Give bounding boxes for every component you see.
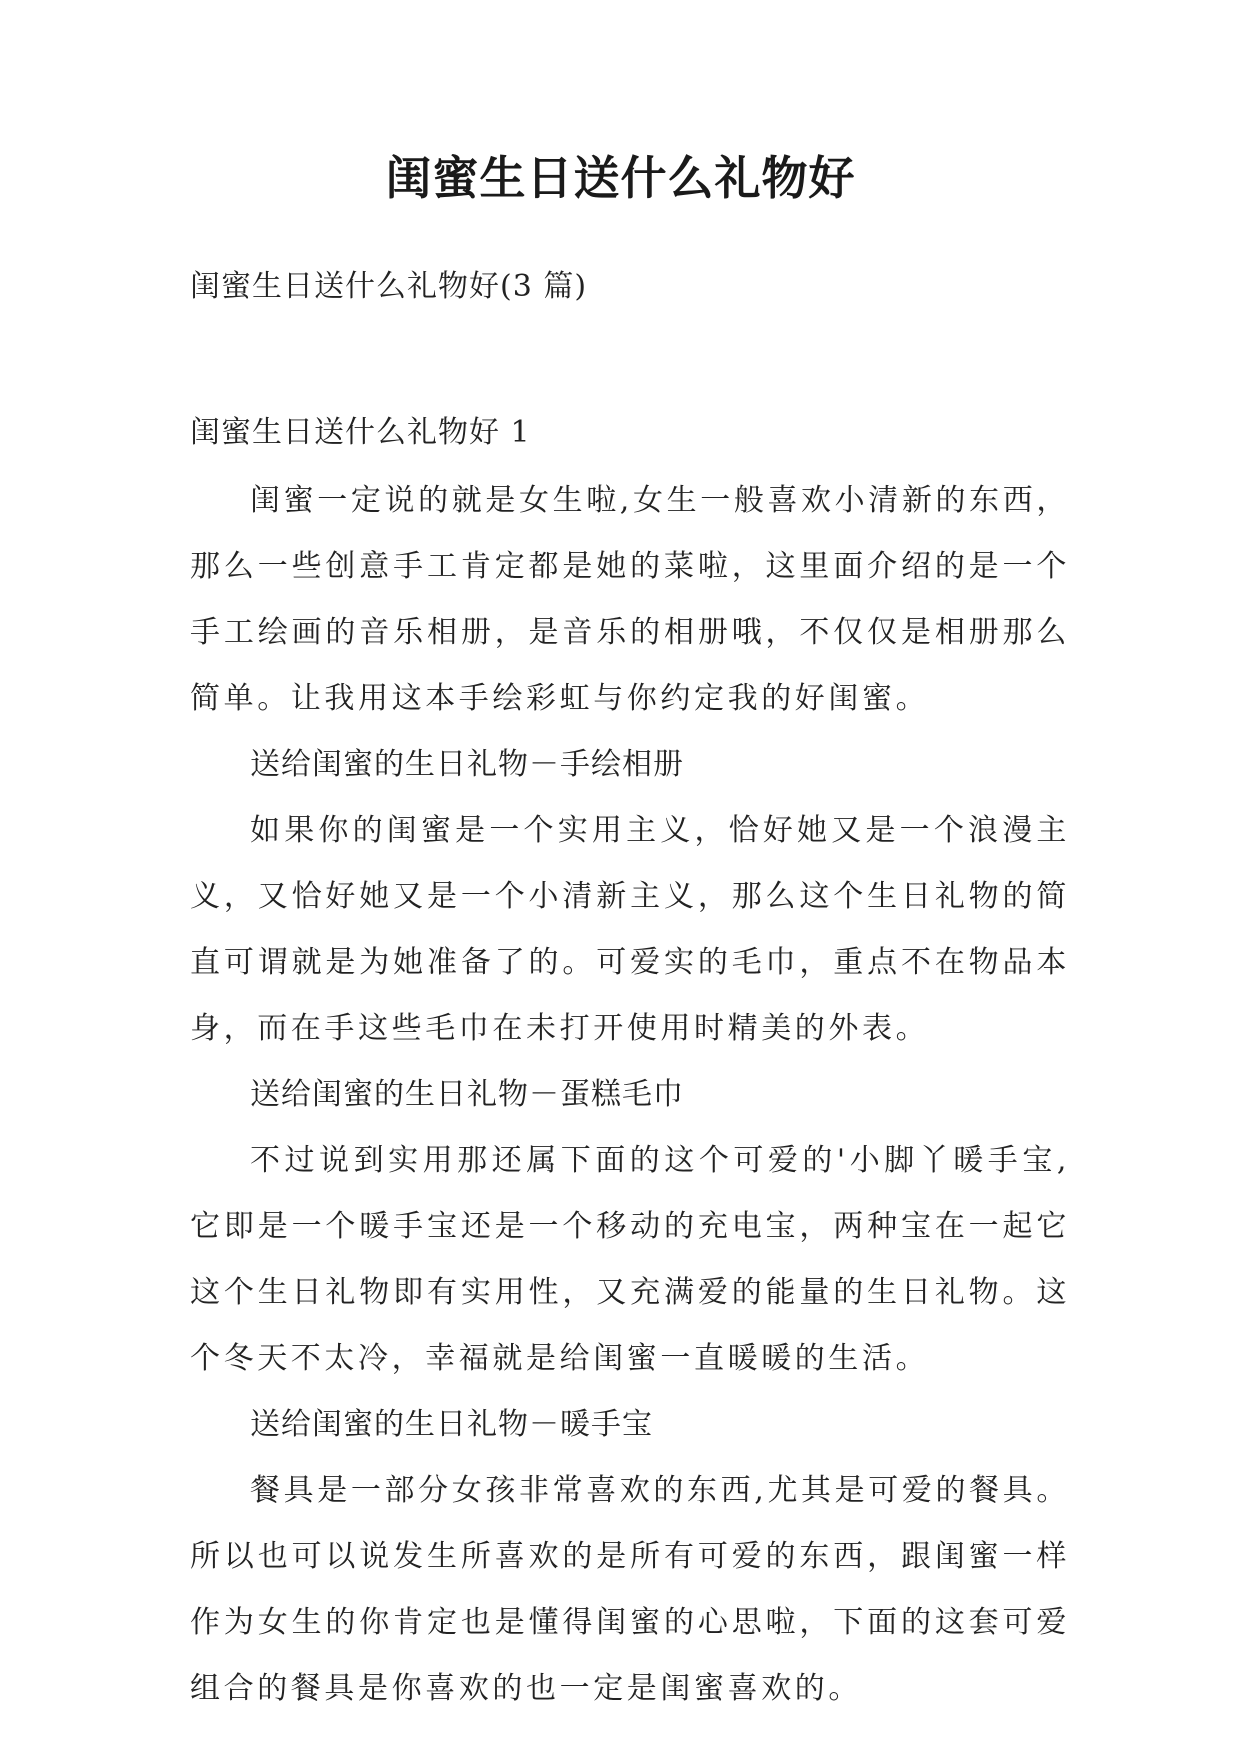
paragraph-tableware: 餐具是一部分女孩非常喜欢的东西,尤其是可爱的餐具。所以也可以说发生所喜欢的是所有可爱的东西，跟闺蜜一样作为女生的你肯定也是懂得闺蜜的心思啦，下面的这套可爱组合的餐具是你喜欢的也一定是闺蜜喜欢的。 [190,1473,1070,1706]
article-heading: 闺蜜生日送什么礼物好 1 [190,415,531,450]
caption-cake-towel: 送给闺蜜的生日礼物－蛋糕毛巾 [250,1077,684,1112]
document-title: 闺蜜生日送什么礼物好 [385,151,856,205]
document-subtitle: 闺蜜生日送什么礼物好(3 篇) [190,269,588,304]
article-section [190,408,1070,1722]
paragraph-cake-towel: 如果你的闺蜜是一个实用主义，恰好她又是一个浪漫主义，又恰好她又是一个小清新主义，那么这个生日礼物的简直可谓就是为她准备了的。可爱实的毛巾，重点不在物品本身，而在手这些毛巾在未打开使用时精美的外表。 [190,813,1070,1046]
paragraph-hand-drawn-album: 闺蜜一定说的就是女生啦,女生一般喜欢小清新的东西，那么一些创意手工肯定都是她的菜啦，这里面介绍的是一个手工绘画的音乐相册，是音乐的相册哦，不仅仅是相册那么简单。让我用这本手绘彩虹与你约定我的好闺蜜。 [190,483,1070,716]
paragraph-hand-warmer: 不过说到实用那还属下面的这个可爱的'小脚丫暖手宝,它即是一个暖手宝还是一个移动的充电宝，两种宝在一起它这个生日礼物即有实用性，又充满爱的能量的生日礼物。这个冬天不太冷，幸福就是给闺蜜一直暖暖的生活。 [190,1143,1070,1376]
caption-hand-drawn-album: 送给闺蜜的生日礼物－手绘相册 [250,747,684,782]
caption-hand-warmer: 送给闺蜜的生日礼物－暖手宝 [250,1407,653,1442]
